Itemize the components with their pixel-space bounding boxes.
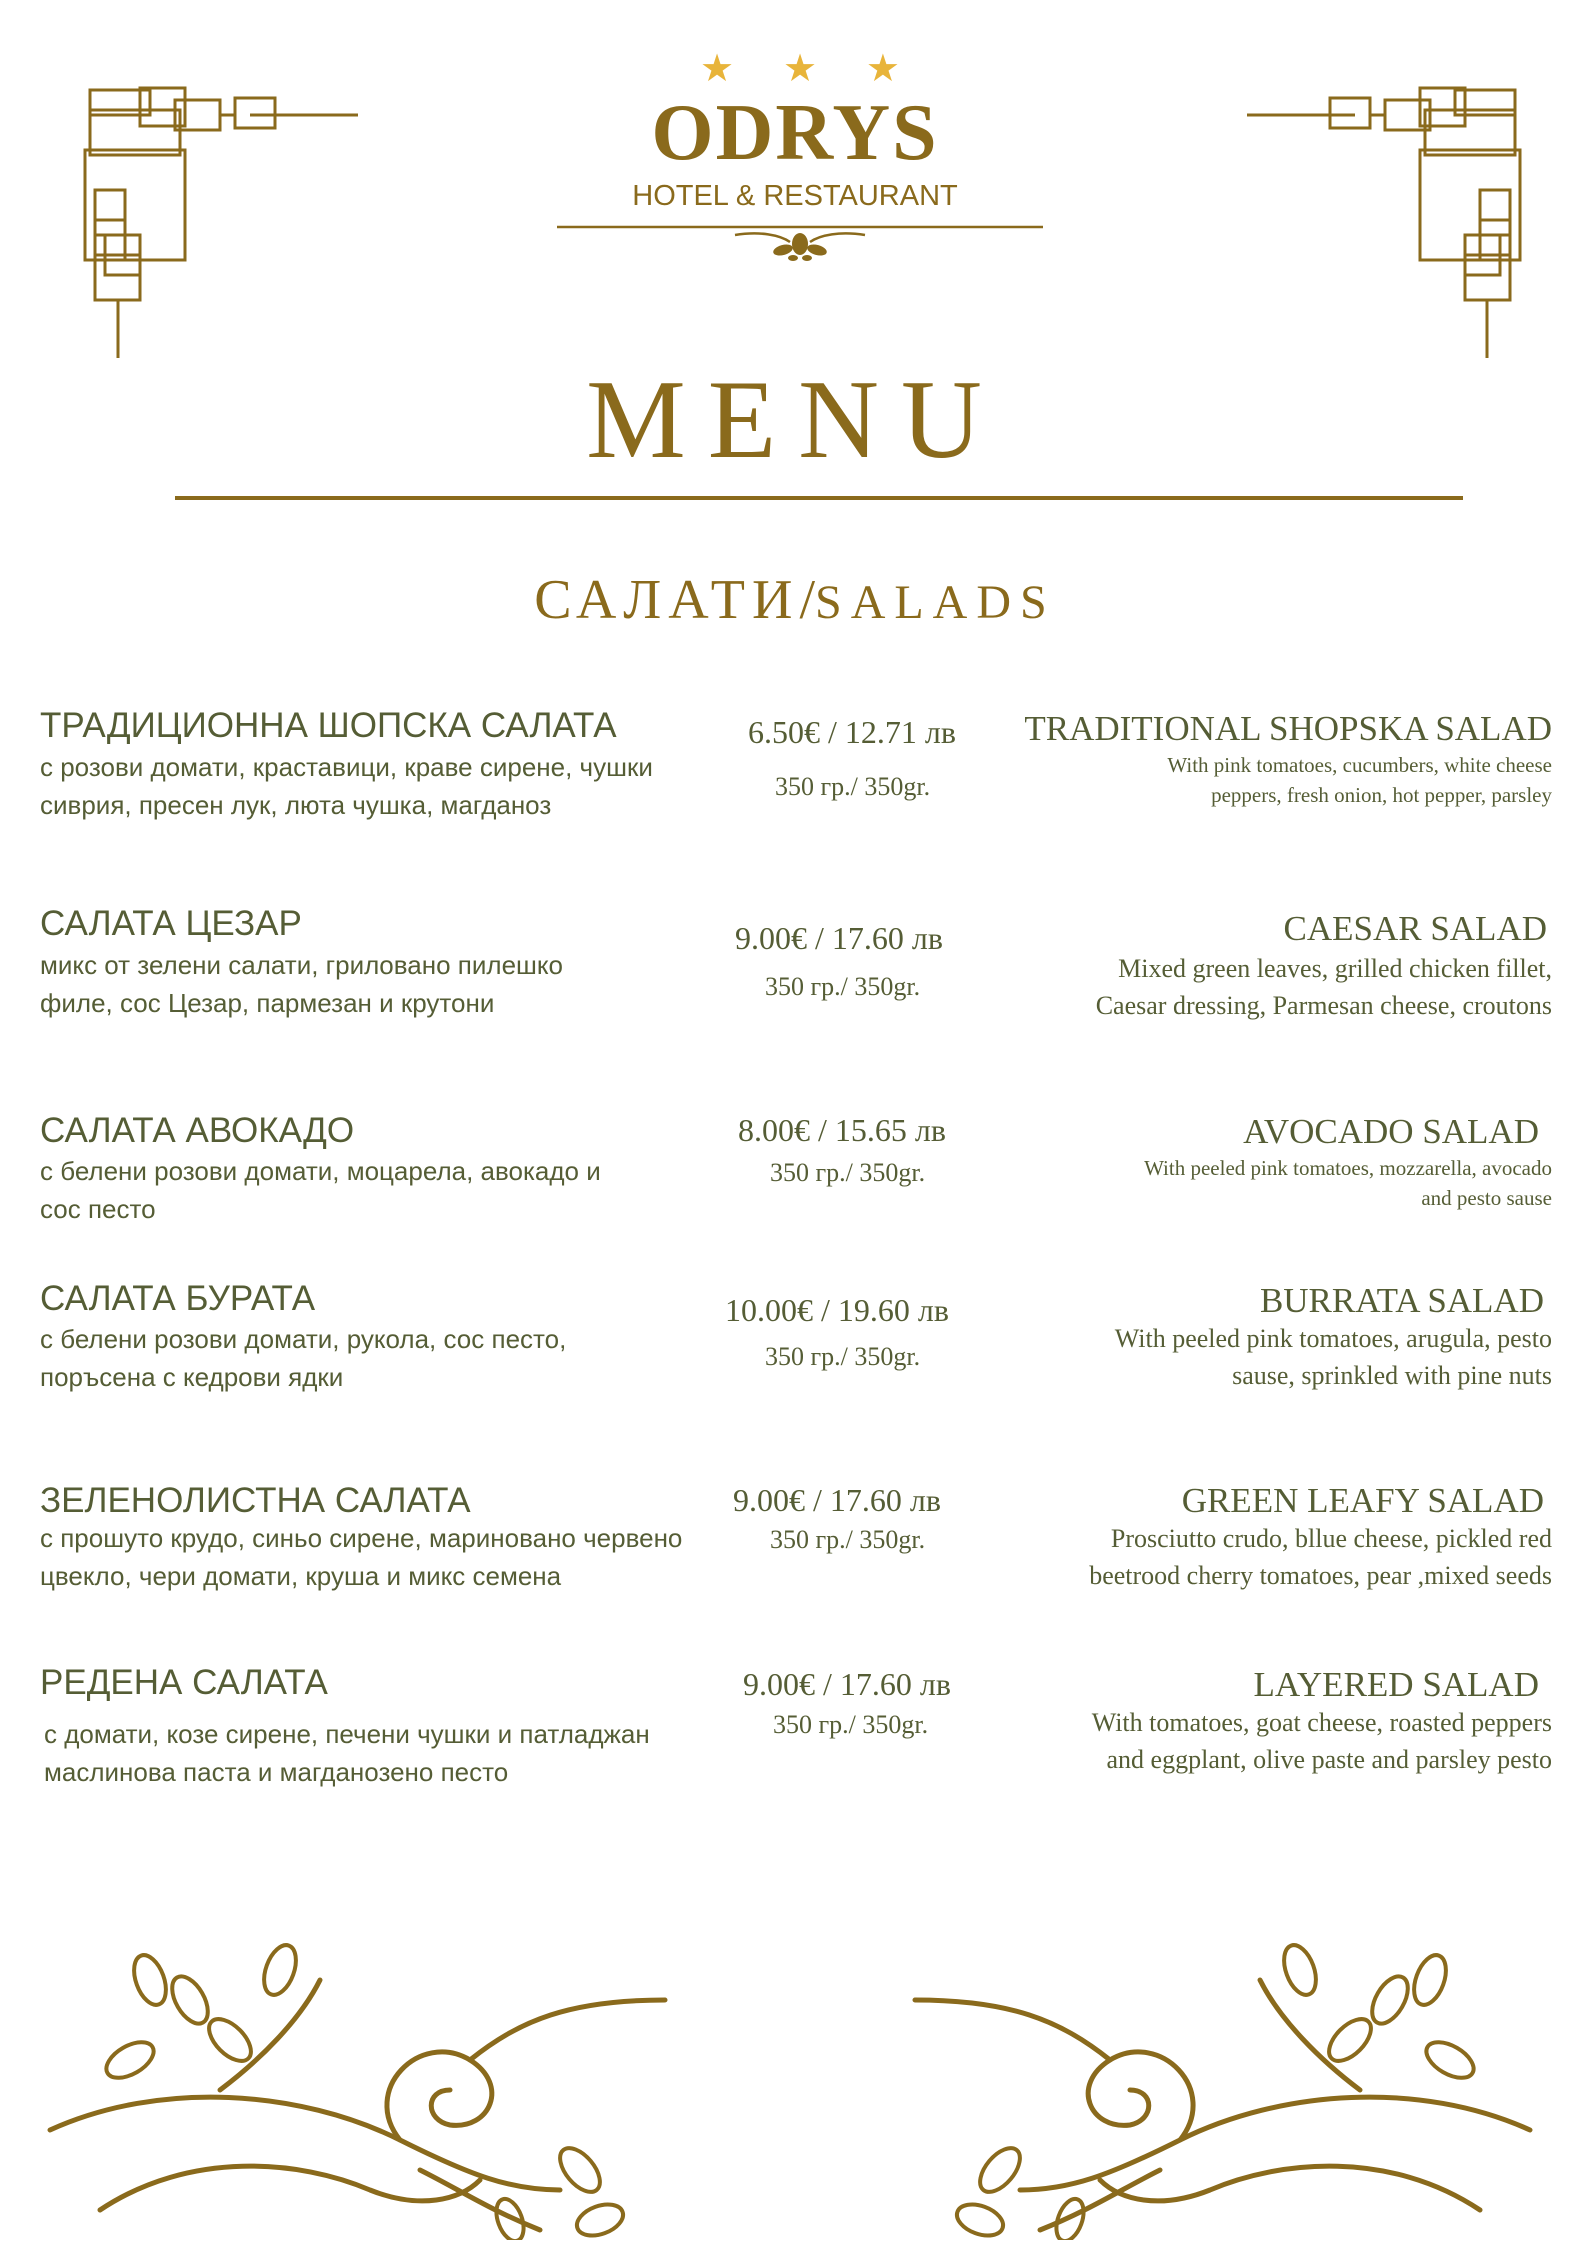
item-name-bg: ЗЕЛЕНОЛИСТНА САЛАТА <box>40 1481 471 1520</box>
item-price: 6.50€ / 12.71 лв <box>748 714 956 750</box>
item-description-line: маслинова паста и магданозено песто <box>44 1757 509 1787</box>
bottom-flourish-right <box>900 1940 1540 2240</box>
item-name-bg: САЛАТА БУРАТА <box>40 1279 316 1318</box>
item-description-line: With pink tomatoes, cucumbers, white cheese <box>1167 753 1552 777</box>
item-weight: 350 гр./ 350gr. <box>765 1342 921 1371</box>
item-description-line: филе, сос Цезар, пармезан и крутони <box>40 988 495 1018</box>
item-description-en <box>992 1704 1552 1778</box>
header-flourish <box>555 218 1045 266</box>
item-weight: 350 гр./ 350gr. <box>775 772 931 801</box>
item-description-bg <box>40 1152 760 1228</box>
item-weight: 350 гр./ 350gr. <box>773 1710 929 1739</box>
item-name-en: GREEN LEAFY SALAD <box>1181 1481 1544 1520</box>
item-description-line: and eggplant, olive paste and parsley pesto <box>1106 1745 1552 1774</box>
item-weight: 350 гр./ 350gr. <box>770 1525 926 1554</box>
item-description-bg <box>40 946 760 1022</box>
item-description-line: с прошуто крудо, синьо сирене, мариновано червено <box>40 1523 683 1553</box>
section-separator: / <box>799 569 815 631</box>
item-name-bg: САЛАТА ЦЕЗАР <box>40 904 302 943</box>
item-name-bg: САЛАТА АВОКАДО <box>40 1111 355 1150</box>
item-description-line: beetrood cherry tomatoes, pear ,mixed seeds <box>1089 1561 1552 1590</box>
item-weight: 350 гр./ 350gr. <box>770 1158 926 1187</box>
brand-name: ODRYS <box>651 89 939 177</box>
corner-ornament-top-left <box>80 80 370 360</box>
section-title-en: SALADS <box>815 576 1056 629</box>
section-heading-salads <box>300 560 1290 654</box>
item-description-bg <box>40 748 760 824</box>
star-icon: ★ <box>865 46 900 90</box>
menu-title: MENU <box>586 358 1004 482</box>
item-name-bg: РЕДЕНА САЛАТА <box>40 1663 328 1702</box>
item-name-en: AVOCADO SALAD <box>1243 1112 1539 1151</box>
item-description-line: Prosciutto crudo, bllue cheese, pickled red <box>1110 1524 1552 1553</box>
item-description-line: цвекло, чери домати, круша и микс семена <box>40 1561 562 1591</box>
item-name-bg: ТРАДИЦИОННА ШОПСКА САЛАТА <box>40 706 617 745</box>
item-description-line: с белени розови домати, рукола, сос песто, <box>40 1324 567 1354</box>
title-divider <box>175 496 1463 500</box>
item-name-en: BURRATA SALAD <box>1259 1281 1544 1320</box>
star-icon: ★ <box>700 46 735 90</box>
item-description-line: с розови домати, краставици, краве сирене, чушки <box>40 752 653 782</box>
item-description-line: с домати, козе сирене, печени чушки и патладжан <box>44 1719 650 1749</box>
item-description-en <box>992 1520 1552 1594</box>
item-price: 9.00€ / 17.60 лв <box>733 1482 941 1518</box>
item-description-line: сос песто <box>40 1194 156 1224</box>
item-description-line: With tomatoes, goat cheese, roasted peppers <box>1091 1708 1552 1737</box>
item-weight: 350 гр./ 350gr. <box>765 972 921 1001</box>
item-name-en: TRADITIONAL SHOPSKA SALAD <box>1024 709 1552 748</box>
item-description-bg <box>40 1519 760 1595</box>
item-description-line: and pesto sause <box>1421 1186 1552 1210</box>
item-description-line: сиврия, пресен лук, люта чушка, магданоз <box>40 790 552 820</box>
item-name-en: CAESAR SALAD <box>1283 909 1547 948</box>
item-description-line: микс от зелени салати, грилoвано пилешко <box>40 950 564 980</box>
item-description-line: sause, sprinkled with pine nuts <box>1232 1361 1552 1390</box>
section-title-bg: САЛАТИ <box>534 569 800 631</box>
rating-stars <box>700 48 900 88</box>
item-description-en <box>992 1320 1552 1394</box>
item-price: 9.00€ / 17.60 лв <box>743 1666 951 1702</box>
item-description-line: поръсена с кедрови ядки <box>40 1362 344 1392</box>
item-name-en: LAYERED SALAD <box>1253 1665 1539 1704</box>
item-description-en <box>992 950 1552 1024</box>
star-icon: ★ <box>782 46 818 90</box>
item-description-line: With peeled pink tomatoes, mozzarella, avocado <box>1144 1156 1552 1180</box>
item-description-line: With peeled pink tomatoes, arugula, pesto <box>1114 1324 1552 1353</box>
item-price: 8.00€ / 15.65 лв <box>738 1112 946 1148</box>
item-description-line: Mixed green leaves, grilled chicken fillet, <box>1118 954 1552 983</box>
item-description-bg <box>40 1320 760 1396</box>
item-description-line: peppers, fresh onion, hot pepper, parsley <box>1211 783 1552 807</box>
brand-subtitle: HOTEL & RESTAURANT <box>632 180 958 212</box>
item-description-line: с белени розови домати, моцарела, авокадо и <box>40 1156 601 1186</box>
item-price: 10.00€ / 19.60 лв <box>725 1292 949 1328</box>
bottom-flourish-left <box>40 1940 680 2240</box>
item-price: 9.00€ / 17.60 лв <box>735 920 943 956</box>
item-description-bg <box>44 1715 764 1791</box>
item-description-en <box>992 750 1552 810</box>
corner-ornament-top-right <box>1235 80 1525 360</box>
item-description-en <box>992 1153 1552 1213</box>
item-description-line: Caesar dressing, Parmesan cheese, croutons <box>1095 991 1552 1020</box>
